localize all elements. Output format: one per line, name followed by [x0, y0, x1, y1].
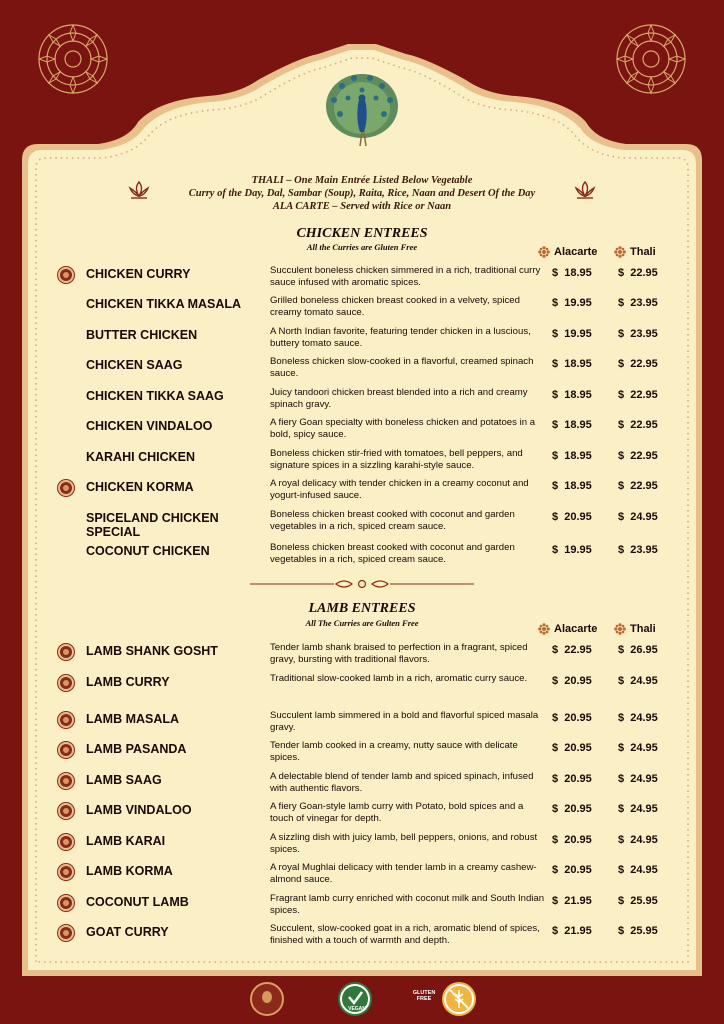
item-name: CHICKEN CURRY [86, 267, 191, 281]
alacarte-price: $ 18.95 [552, 450, 592, 462]
item-description: Juicy tandoori chicken breast blended into a rich and creamy spinach gravy. [270, 387, 528, 410]
gluten-free-logo [442, 982, 476, 1016]
item-name: LAMB CURRY [86, 675, 170, 689]
alacarte-price: $ 21.95 [552, 925, 592, 937]
flower-icon [538, 246, 550, 258]
allergen-badge-icon [58, 773, 74, 789]
item-name: LAMB VINDALOO [86, 803, 192, 817]
item-name: LAMB MASALA [86, 712, 180, 726]
alacarte-price: $ 18.95 [552, 389, 592, 401]
allergen-badge-icon [58, 834, 74, 850]
item-name: LAMB KORMA [86, 864, 173, 878]
menu-item-row [56, 509, 676, 539]
thali-price: $ 24.95 [618, 675, 658, 687]
mandala-ornament-left [36, 22, 110, 96]
item-description: A sizzling dish with juicy lamb, bell peppers, onions, and robust spices. [270, 832, 538, 855]
allergen-badge-icon [58, 480, 74, 496]
item-description: Boneless chicken breast cooked with coconut and garden vegetables in a rich, spiced cream sauce. [270, 542, 515, 565]
thali-price: $ 24.95 [618, 712, 658, 724]
item-name: GOAT CURRY [86, 925, 169, 939]
item-name: CHICKEN TIKKA SAAG [86, 389, 224, 403]
thali-price: $ 24.95 [618, 864, 658, 876]
menu-item-row [56, 478, 676, 508]
thali-price: $ 22.95 [618, 267, 658, 279]
allergen-badge-icon [58, 895, 74, 911]
item-description: Tender lamb cooked in a creamy, nutty sauce with delicate spices. [270, 740, 518, 763]
thali-price: $ 23.95 [618, 544, 658, 556]
thali-price: $ 24.95 [618, 773, 658, 785]
thali-price: $ 22.95 [618, 358, 658, 370]
item-description: A delectable blend of tender lamb and spiced spinach, infused with authentic flavors. [270, 771, 534, 794]
gluten-free-label: GLUTEN FREE [412, 990, 436, 1002]
item-description: Succulent lamb simmered in a bold and flavorful spiced masala gravy. [270, 710, 539, 733]
item-name: LAMB SAAG [86, 773, 162, 787]
item-description: Tender lamb shank braised to perfection in a fragrant, spiced gravy, bursting with traditional flavors. [270, 642, 528, 665]
thali-price: $ 24.95 [618, 834, 658, 846]
menu-item-row [56, 893, 676, 923]
allergen-badge-icon [58, 644, 74, 660]
item-description: Grilled boneless chicken breast cooked in a velvety, spiced creamy tomato sauce. [270, 295, 520, 318]
menu-item-row [56, 265, 676, 295]
lamb-col-thali [614, 623, 656, 635]
thali-price: $ 24.95 [618, 803, 658, 815]
alacarte-label: Alacarte [554, 246, 598, 258]
item-description: A fiery Goan specialty with boneless chicken and potatoes in a bold, spicy sauce. [270, 417, 536, 440]
lamb-section-title: LAMB ENTREES [308, 601, 416, 616]
alacarte-price: $ 20.95 [552, 864, 592, 876]
item-description: Boneless chicken slow-cooked in a flavorful, creamed spinach sauce. [270, 356, 534, 379]
menu-item-row [56, 862, 676, 892]
alacarte-label: Alacarte [554, 623, 598, 635]
item-description: A royal Mughlai delicacy with tender lamb in a creamy cashew-almond sauce. [270, 862, 537, 885]
item-name: SPICELAND CHICKEN SPECIAL [86, 511, 219, 539]
thali-price: $ 25.95 [618, 925, 658, 937]
alacarte-price: $ 20.95 [552, 511, 592, 523]
chicken-col-thali [614, 246, 656, 258]
alacarte-price: $ 19.95 [552, 544, 592, 556]
thali-price: $ 24.95 [618, 511, 658, 523]
item-description: Succulent, slow-cooked goat in a rich, aromatic blend of spices, finished with a touch of warmth and depth. [270, 923, 540, 946]
lamb-col-alacarte [538, 623, 597, 635]
menu-item-row [56, 801, 676, 831]
item-description: Fragrant lamb curry enriched with coconut milk and South Indian spices. [270, 893, 545, 916]
alacarte-price: $ 20.95 [552, 742, 592, 754]
alacarte-price: $ 20.95 [552, 773, 592, 785]
menu-item-row [56, 295, 676, 325]
alacarte-price: $ 18.95 [552, 358, 592, 370]
dietary-legend [0, 982, 724, 1018]
mandala-ornament-right [614, 22, 688, 96]
menu-item-row [56, 542, 676, 572]
menu-item-row [56, 710, 676, 740]
flower-icon [538, 623, 550, 635]
menu-item-row [56, 832, 676, 862]
menu-item-row [56, 673, 676, 703]
alacarte-price: $ 18.95 [552, 267, 592, 279]
alacarte-price: $ 20.95 [552, 803, 592, 815]
alacarte-price: $ 22.95 [552, 644, 592, 656]
item-name: KARAHI CHICKEN [86, 450, 196, 464]
item-description: Traditional slow-cooked lamb in a rich, aromatic curry sauce. [270, 673, 528, 684]
chicken-section-title: CHICKEN ENTREES [296, 226, 428, 241]
menu-item-row [56, 326, 676, 356]
thali-description-line1: THALI – One Main Entrée Listed Below Vegetable [251, 175, 473, 186]
alacarte-price: $ 20.95 [552, 712, 592, 724]
thali-price: $ 22.95 [618, 419, 658, 431]
flower-icon [614, 623, 626, 635]
item-name: CHICKEN SAAG [86, 358, 183, 372]
thali-label: Thali [630, 623, 656, 635]
alacarte-price: $ 20.95 [552, 834, 592, 846]
thali-price: $ 26.95 [618, 644, 658, 656]
menu-item-row [56, 923, 676, 953]
item-name: LAMB PASANDA [86, 742, 187, 756]
lamb-section-subtitle: All The Curries are Gulten Free [305, 618, 419, 628]
thali-description-line2: Curry of the Day, Dal, Sambar (Soup), Raita, Rice, Naan and Desert Of the Day [188, 188, 536, 199]
thali-price: $ 22.95 [618, 450, 658, 462]
section-divider-ornament [250, 578, 474, 590]
allergen-badge-icon [58, 675, 74, 691]
menu-item-row [56, 448, 676, 478]
thali-price: $ 24.95 [618, 742, 658, 754]
menu-item-row [56, 740, 676, 770]
wheat-crossed-icon [442, 982, 476, 1016]
item-name: COCONUT CHICKEN [86, 544, 210, 558]
chicken-section-subtitle: All the Curries are Gluten Free [306, 242, 418, 252]
item-name: CHICKEN VINDALOO [86, 419, 213, 433]
item-description: A fiery Goan-style lamb curry with Potato, bold spices and a touch of vinegar for depth. [270, 801, 524, 824]
allergen-badge-icon [58, 803, 74, 819]
alacarte-price: $ 19.95 [552, 328, 592, 340]
peacock-illustration [324, 70, 400, 152]
item-name: CHICKEN TIKKA MASALA [86, 297, 242, 311]
item-name: LAMB KARAI [86, 834, 166, 848]
menu-item-row [56, 387, 676, 417]
thali-price: $ 25.95 [618, 895, 658, 907]
thali-price: $ 23.95 [618, 328, 658, 340]
menu-item-row [56, 642, 676, 672]
allergen-badge-icon [58, 742, 74, 758]
alacarte-description: ALA CARTE – Served with Rice or Naan [272, 201, 452, 212]
item-description: A North Indian favorite, featuring tender chicken in a luscious, buttery tomato sauce. [270, 326, 531, 349]
menu-item-row [56, 417, 676, 447]
alacarte-price: $ 18.95 [552, 480, 592, 492]
vegan-label: VEGAN [348, 1006, 366, 1012]
item-description: Succulent boneless chicken simmered in a rich, traditional curry sauce infused with aromatic spices. [270, 265, 541, 288]
menu-item-row [56, 771, 676, 801]
lotus-icon-right [574, 180, 596, 200]
item-description: Boneless chicken stir-fried with tomatoes, bell peppers, and signature spices in a sizzling karahi-style sauce. [270, 448, 523, 471]
menu-item-row [56, 356, 676, 386]
thali-price: $ 22.95 [618, 389, 658, 401]
item-description: Boneless chicken breast cooked with coconut and garden vegetables in a rich, spiced cream sauce. [270, 509, 515, 532]
thali-price: $ 22.95 [618, 480, 658, 492]
alacarte-price: $ 18.95 [552, 419, 592, 431]
vegan-logo [338, 982, 372, 1016]
nut-icon [252, 984, 282, 1014]
item-name: CHICKEN KORMA [86, 480, 194, 494]
allergen-badge-icon [58, 712, 74, 728]
lotus-icon-left [128, 180, 150, 200]
flower-icon [614, 246, 626, 258]
item-name: COCONUT LAMB [86, 895, 189, 909]
allergen-badge-icon [58, 864, 74, 880]
allergen-badge-icon [58, 925, 74, 941]
allergen-tree-nuts-logo [250, 982, 284, 1016]
chicken-col-alacarte [538, 246, 597, 258]
alacarte-price: $ 20.95 [552, 675, 592, 687]
alacarte-price: $ 21.95 [552, 895, 592, 907]
thali-price: $ 23.95 [618, 297, 658, 309]
thali-label: Thali [630, 246, 656, 258]
item-name: BUTTER CHICKEN [86, 328, 198, 342]
item-description: A royal delicacy with tender chicken in a creamy coconut and yogurt-infused sauce. [270, 478, 529, 501]
alacarte-price: $ 19.95 [552, 297, 592, 309]
allergen-badge-icon [58, 267, 74, 283]
item-name: LAMB SHANK GOSHT [86, 644, 218, 658]
